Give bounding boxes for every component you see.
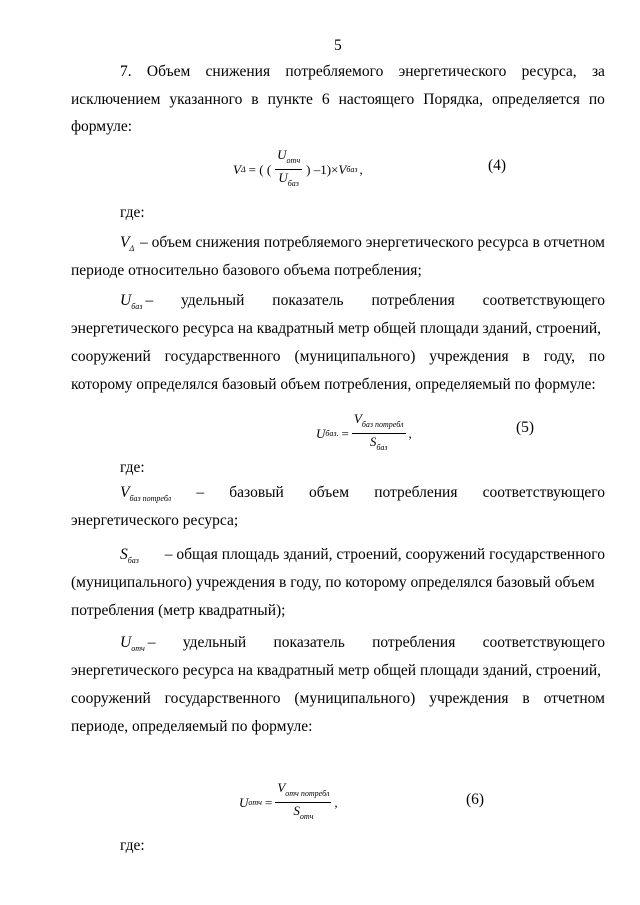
- f4-lhs: V: [233, 161, 241, 177]
- formula-6: U отч = $\frac{V_{отч потребл}}{S_{отч}}$ ,: [239, 780, 338, 825]
- where-3: где:: [120, 837, 145, 854]
- def-ubaz-line3: [71, 347, 605, 367]
- word: 6: [321, 91, 330, 108]
- word: учреждения: [429, 690, 509, 707]
- word: определяется: [491, 91, 580, 108]
- def-ubaz-line4: которому определялся базовый объем потребления, определяемый по формуле:: [71, 376, 596, 393]
- formula-5: U баз. = $\frac{V_{баз потребл}}{S_{баз}}$ ,: [316, 411, 412, 456]
- p7-line3: формуле:: [71, 118, 133, 135]
- f4-tail: ) –1)×: [306, 161, 339, 177]
- page-number: 5: [334, 37, 342, 54]
- formula-4: [233, 147, 363, 192]
- f4-den: $U_{баз}$: [278, 170, 299, 188]
- word: сооружений: [71, 690, 151, 707]
- def-uotch-line1: $U_{отч}$ – удельный показатель потребления соответствующего: [120, 634, 605, 653]
- f4-mult-sub: баз: [346, 165, 358, 174]
- word: за: [591, 63, 605, 80]
- word: энергетического: [398, 63, 507, 80]
- where-2: где:: [120, 459, 145, 476]
- word: указанного: [169, 91, 243, 108]
- word: ресурса,: [521, 63, 577, 80]
- word: сооружений: [71, 348, 151, 365]
- def-uotch-line2: энергетического ресурса на квадратный метр общей площади зданий, строений,: [71, 662, 602, 679]
- def-sbaz-line1: $S_{баз}$ – общая площадь зданий, строений, сооружений государственного: [120, 546, 605, 565]
- f4-comma: ,: [359, 161, 363, 177]
- where-1: где:: [120, 204, 145, 221]
- f6-fraction: $\frac{V_{отч потребл}}{S_{отч}}$: [277, 780, 330, 821]
- p7-line2: [71, 90, 605, 110]
- word: по: [588, 91, 605, 108]
- def-sbaz-line2: (муниципального) учреждения в году, по которому определялся базовый объем: [71, 574, 595, 591]
- word: государственного: [164, 348, 281, 365]
- f5-fraction: $\frac{V_{баз потребл}}{S_{баз}}$: [353, 411, 404, 452]
- f4-eq: = ( (: [248, 161, 272, 177]
- formula-5-number: (5): [516, 419, 535, 436]
- def-v-line1: $V_\Delta$ – объем снижения потребляемого энергетического ресурса в отчетном: [120, 234, 605, 253]
- def-sbaz-line3: потребления (метр квадратный);: [71, 602, 286, 619]
- word: в: [251, 91, 259, 108]
- def-uotch-line4: периоде, определяемый по формуле:: [71, 718, 313, 735]
- word: 7.: [120, 63, 132, 80]
- def-ubaz-line1: $U_{баз}$ – удельный показатель потребления соответствующего: [120, 292, 605, 311]
- word: Объем: [146, 63, 191, 80]
- def-uotch-line3: [71, 689, 605, 709]
- word: снижения: [205, 63, 271, 80]
- word: по: [588, 348, 605, 365]
- def-vbazp-line1: $V_{баз потребл}$ – базовый объем потребления соответствующего: [120, 484, 605, 503]
- word: Порядка,: [423, 91, 484, 108]
- word: потребляемого: [285, 63, 384, 80]
- word: в: [522, 348, 530, 365]
- f4-num: $U_{отч}$: [275, 147, 302, 170]
- def-vbazp-line2: энергетического ресурса;: [71, 512, 239, 529]
- word: (муниципального): [294, 348, 416, 365]
- word: исключением: [71, 91, 161, 108]
- def-ubaz-line2: энергетического ресурса на квадратный метр общей площади зданий, строений,: [71, 320, 602, 337]
- word: году,: [543, 348, 576, 365]
- def-v-line2: периоде относительно базового объема потребления;: [71, 262, 422, 279]
- word: государственного: [164, 690, 281, 707]
- f4-fraction: [275, 147, 302, 192]
- word: (муниципального): [294, 690, 416, 707]
- f4-lhs-sub: Δ: [240, 165, 246, 174]
- formula-4-number: (4): [488, 157, 507, 174]
- f4-mult: V: [338, 161, 347, 177]
- word: пункте: [267, 91, 313, 108]
- word: отчетном: [543, 690, 605, 707]
- word: учреждения: [429, 348, 509, 365]
- word: в: [522, 690, 530, 707]
- formula-6-number: (6): [466, 791, 485, 808]
- word: настоящего: [338, 91, 415, 108]
- p7-line1: [120, 62, 605, 82]
